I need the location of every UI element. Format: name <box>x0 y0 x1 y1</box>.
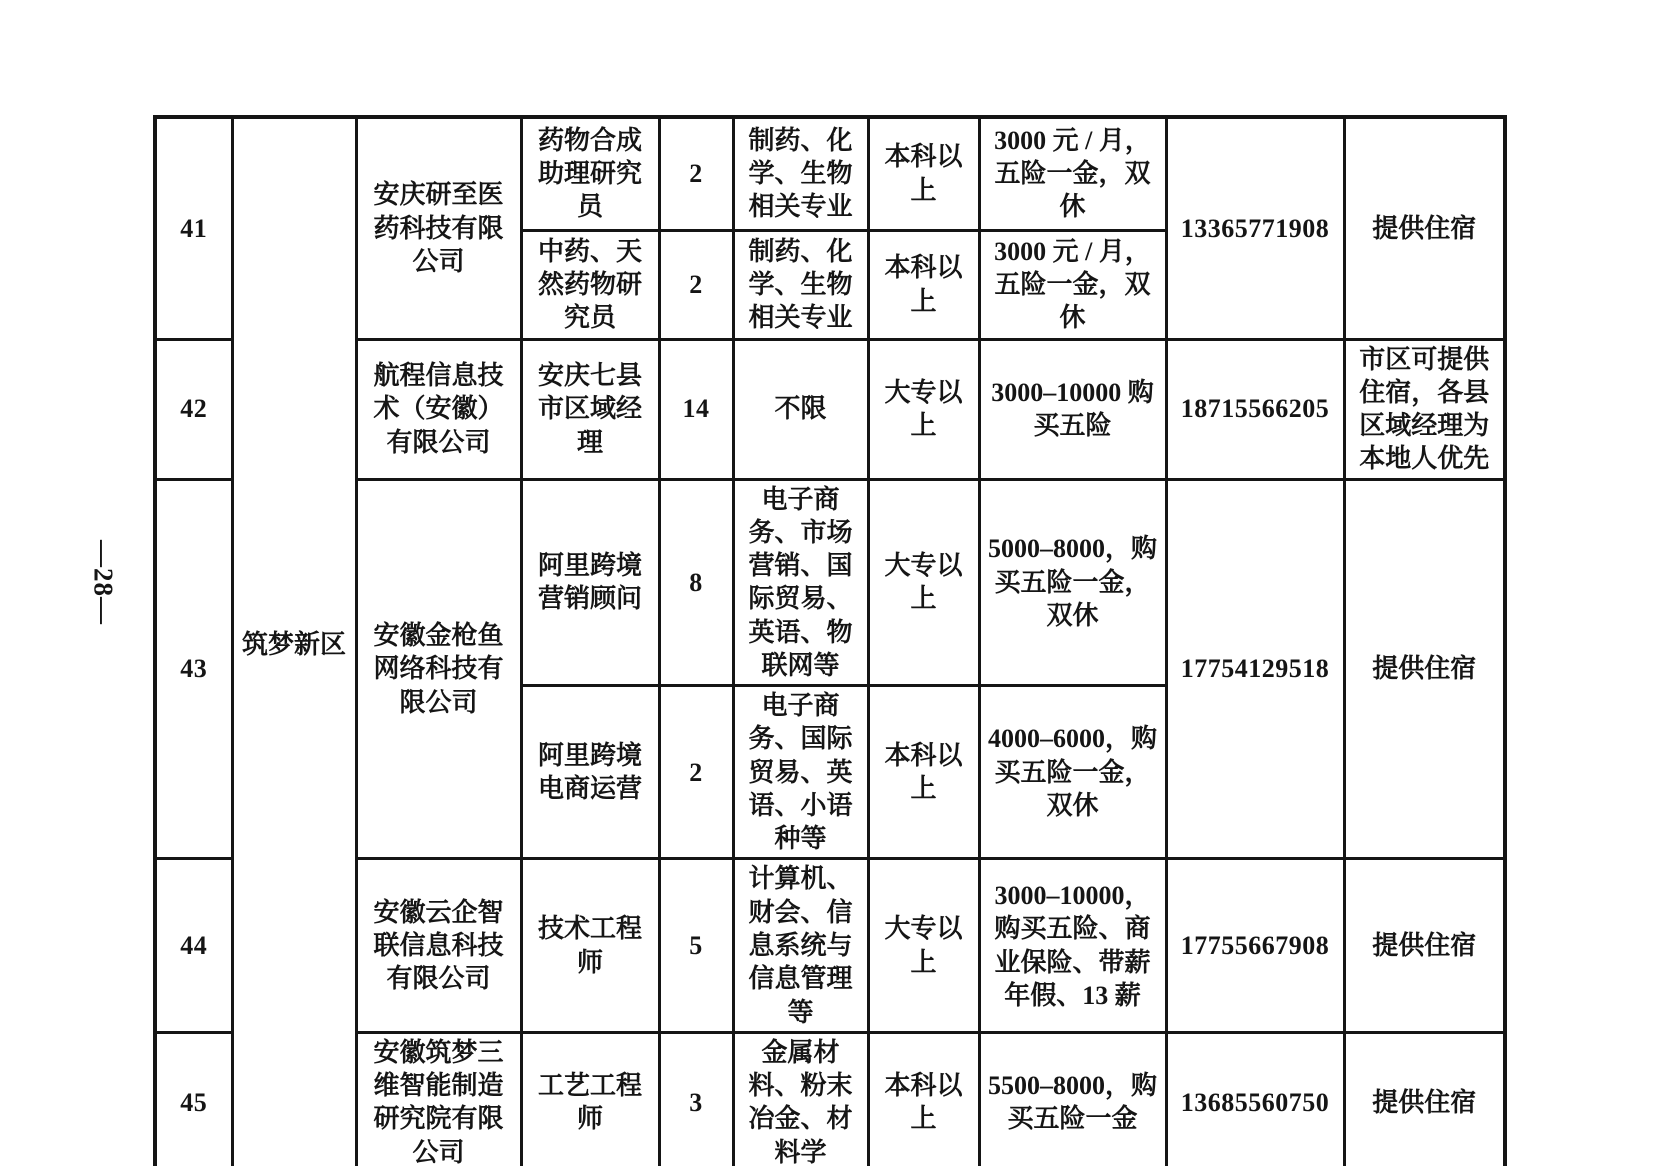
cell-serial: 42 <box>155 339 232 479</box>
cell-position: 安庆七县市区域经理 <box>521 339 659 479</box>
cell-position: 中药、天然药物研究员 <box>521 230 659 339</box>
cell-education: 本科以上 <box>868 1032 979 1166</box>
cell-major: 制药、化学、生物相关专业 <box>733 230 868 339</box>
cell-salary: 3000 元 / 月，五险一金，双休 <box>979 117 1166 230</box>
cell-position: 阿里跨境营销顾问 <box>521 479 659 686</box>
jobs-table <box>153 115 1507 1166</box>
cell-note: 提供住宿 <box>1344 859 1505 1032</box>
cell-company: 安徽金枪鱼网络科技有限公司 <box>356 479 521 859</box>
cell-serial: 43 <box>155 479 232 859</box>
cell-count: 2 <box>659 686 733 859</box>
cell-serial: 44 <box>155 859 232 1032</box>
cell-company: 安徽云企智联信息科技有限公司 <box>356 859 521 1032</box>
cell-company: 安庆研至医药科技有限公司 <box>356 117 521 339</box>
cell-count: 2 <box>659 117 733 230</box>
cell-phone: 17754129518 <box>1166 479 1344 859</box>
cell-count: 14 <box>659 339 733 479</box>
cell-salary: 5500–8000，购买五险一金 <box>979 1032 1166 1166</box>
cell-salary: 3000 元 / 月，五险一金，双休 <box>979 230 1166 339</box>
table-row <box>155 859 1505 1032</box>
cell-education: 大专以上 <box>868 859 979 1032</box>
cell-salary: 3000–10000，购买五险、商业保险、带薪年假、13 薪 <box>979 859 1166 1032</box>
cell-count: 8 <box>659 479 733 686</box>
table-row <box>155 1032 1505 1166</box>
cell-education: 本科以上 <box>868 686 979 859</box>
cell-serial: 45 <box>155 1032 232 1166</box>
cell-major: 电子商务、市场营销、国际贸易、英语、物联网等 <box>733 479 868 686</box>
cell-note: 市区可提供住宿，各县区域经理为本地人优先 <box>1344 339 1505 479</box>
cell-phone: 13685560750 <box>1166 1032 1344 1166</box>
cell-education: 本科以上 <box>868 117 979 230</box>
table-row <box>155 339 1505 479</box>
cell-note: 提供住宿 <box>1344 1032 1505 1166</box>
cell-education: 大专以上 <box>868 479 979 686</box>
page-number: —28— <box>88 540 119 625</box>
cell-major: 不限 <box>733 339 868 479</box>
cell-salary: 4000–6000，购买五险一金，双休 <box>979 686 1166 859</box>
cell-serial: 41 <box>155 117 232 339</box>
table-row <box>155 117 1505 230</box>
table-row <box>155 479 1505 686</box>
cell-salary: 5000–8000，购买五险一金，双休 <box>979 479 1166 686</box>
cell-position: 技术工程师 <box>521 859 659 1032</box>
cell-phone: 18715566205 <box>1166 339 1344 479</box>
cell-count: 5 <box>659 859 733 1032</box>
cell-note: 提供住宿 <box>1344 479 1505 859</box>
cell-major: 金属材料、粉末冶金、材料学 <box>733 1032 868 1166</box>
cell-major: 计算机、财会、信息系统与信息管理等 <box>733 859 868 1032</box>
cell-major: 制药、化学、生物相关专业 <box>733 117 868 230</box>
cell-note: 提供住宿 <box>1344 117 1505 339</box>
cell-position: 工艺工程师 <box>521 1032 659 1166</box>
cell-salary: 3000–10000 购买五险 <box>979 339 1166 479</box>
cell-count: 2 <box>659 230 733 339</box>
cell-company: 航程信息技术（安徽）有限公司 <box>356 339 521 479</box>
cell-position: 阿里跨境电商运营 <box>521 686 659 859</box>
cell-education: 大专以上 <box>868 339 979 479</box>
cell-count: 3 <box>659 1032 733 1166</box>
cell-education: 本科以上 <box>868 230 979 339</box>
cell-region: 筑梦新区 <box>232 117 356 1166</box>
cell-phone: 17755667908 <box>1166 859 1344 1032</box>
cell-major: 电子商务、国际贸易、英语、小语种等 <box>733 686 868 859</box>
cell-position: 药物合成助理研究员 <box>521 117 659 230</box>
cell-company: 安徽筑梦三维智能制造研究院有限公司 <box>356 1032 521 1166</box>
cell-phone: 13365771908 <box>1166 117 1344 339</box>
